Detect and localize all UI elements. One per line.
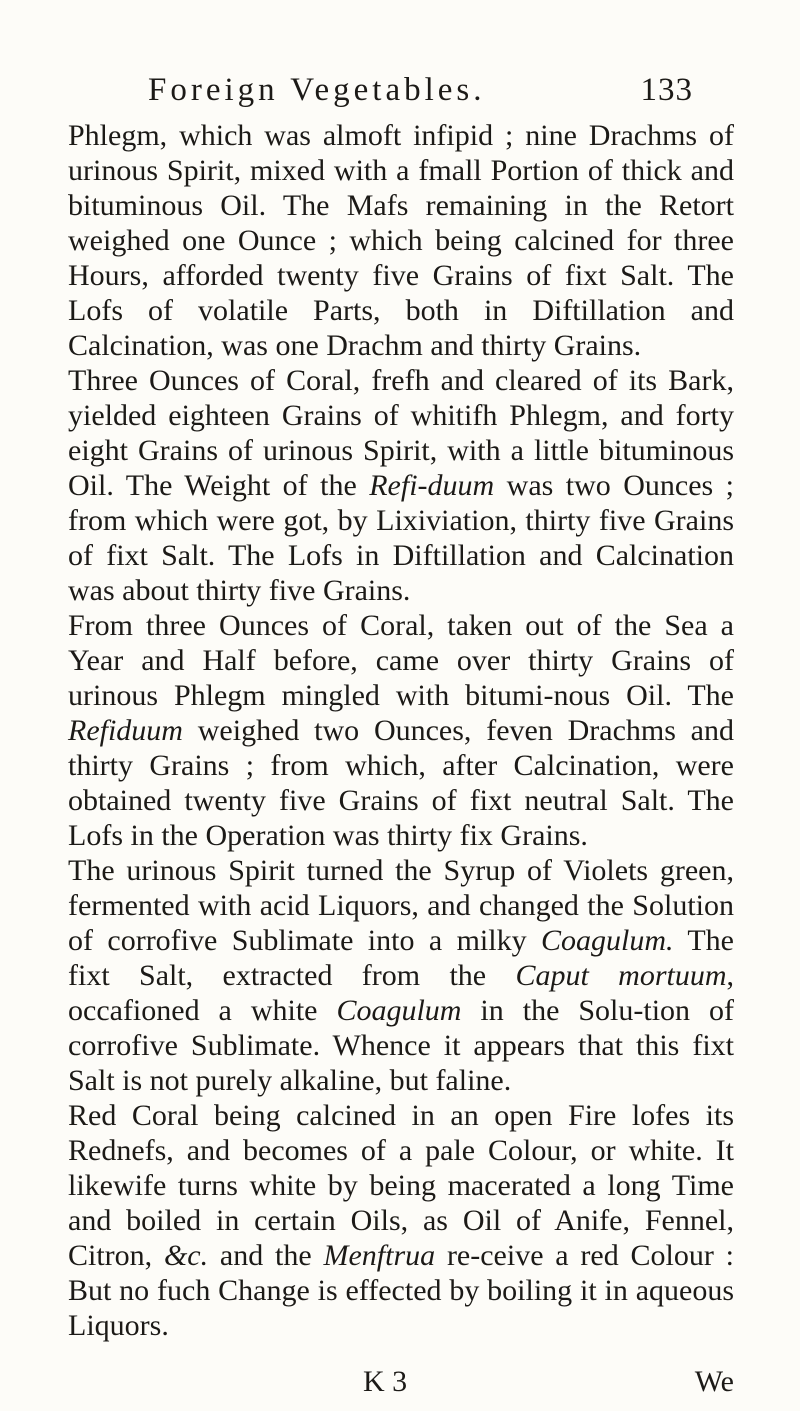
text-run: Red Coral being calcined in an open Fire lofes its Rednefs, and becomes of a pale Colour, or white. It likewife turns white by being macerated a long Time and boiled in certain Oils, as Oil of Anife, Fennel, Citron, [68, 1099, 734, 1272]
running-title: Foreign Vegetables. [148, 72, 486, 108]
text-run: Three Ounces of Coral, frefh and cleared of its Bark, yielded eighteen Grains of whitifh Phlegm, and forty eight Grains of urinous Spirit, with a little bituminous Oil. The Weight of the [68, 364, 734, 502]
body-text [68, 118, 734, 1343]
text-run: From three Ounces of Coral, taken out of the Sea a Year and Half before, came over thirty Grains of urinous Phlegm mingled with bitumi-nous Oil. The [68, 609, 734, 712]
italic-term: Caput mortuum [515, 959, 727, 992]
paragraph [68, 853, 734, 1098]
text-run: weighed two Ounces, feven Drachms and thirty Grains ; from which, after Calcination, were obtained twenty five Grains of fixt neutral Salt. The Lofs in the Operation was thirty fix Grains. [68, 714, 734, 852]
text-run: The urinous Spirit turned the Syrup of Violets green, fermented with acid Liquors, and changed the Solution of corrofive Sublimate into a milky [68, 854, 734, 957]
page-footer [68, 1365, 734, 1405]
italic-term: Coagulum [336, 994, 462, 1027]
catchword: We [694, 1365, 734, 1398]
signature-mark: K 3 [363, 1365, 408, 1398]
page-number: 133 [640, 72, 693, 108]
italic-term: Coagulum. [540, 924, 674, 957]
text-run: , occafioned a white [68, 959, 735, 1027]
paragraph [68, 1098, 734, 1343]
paragraph [68, 363, 734, 608]
running-header [148, 72, 693, 116]
italic-term: Refiduum [68, 714, 183, 747]
text-run: in the Solu-tion of corrofive Sublimate. Whence it appears that this fixt Salt is not purely alkaline, but faline. [68, 994, 734, 1097]
italic-term: Refi-duum [369, 469, 495, 502]
paragraph [68, 118, 734, 363]
text-run: was two Ounces ; from which were got, by Lixiviation, thirty five Grains of fixt Salt. The Lofs in Diftillation and Calcination was about thirty five Grains. [68, 469, 734, 607]
text-run: re-ceive a red Colour : But no fuch Change is effected by boiling it in aqueous Liquors. [68, 1239, 734, 1342]
italic-term: Menftrua [323, 1239, 436, 1272]
text-run: and the [208, 1239, 324, 1272]
paragraph [68, 608, 734, 853]
italic-term: &c. [163, 1239, 209, 1272]
text-run: Phlegm, which was almoft infipid ; nine Drachms of urinous Spirit, mixed with a fmall Portion of thick and bituminous Oil. The Mafs remaining in the Retort weighed one Ounce ; which being calcined for three Hours, afforded twenty five Grains of fixt Salt. The Lofs of volatile Parts, both in Diftillation and Calcination, was one Drachm and thirty Grains. [68, 119, 734, 362]
text-run: The fixt Salt, extracted from the [68, 924, 734, 992]
